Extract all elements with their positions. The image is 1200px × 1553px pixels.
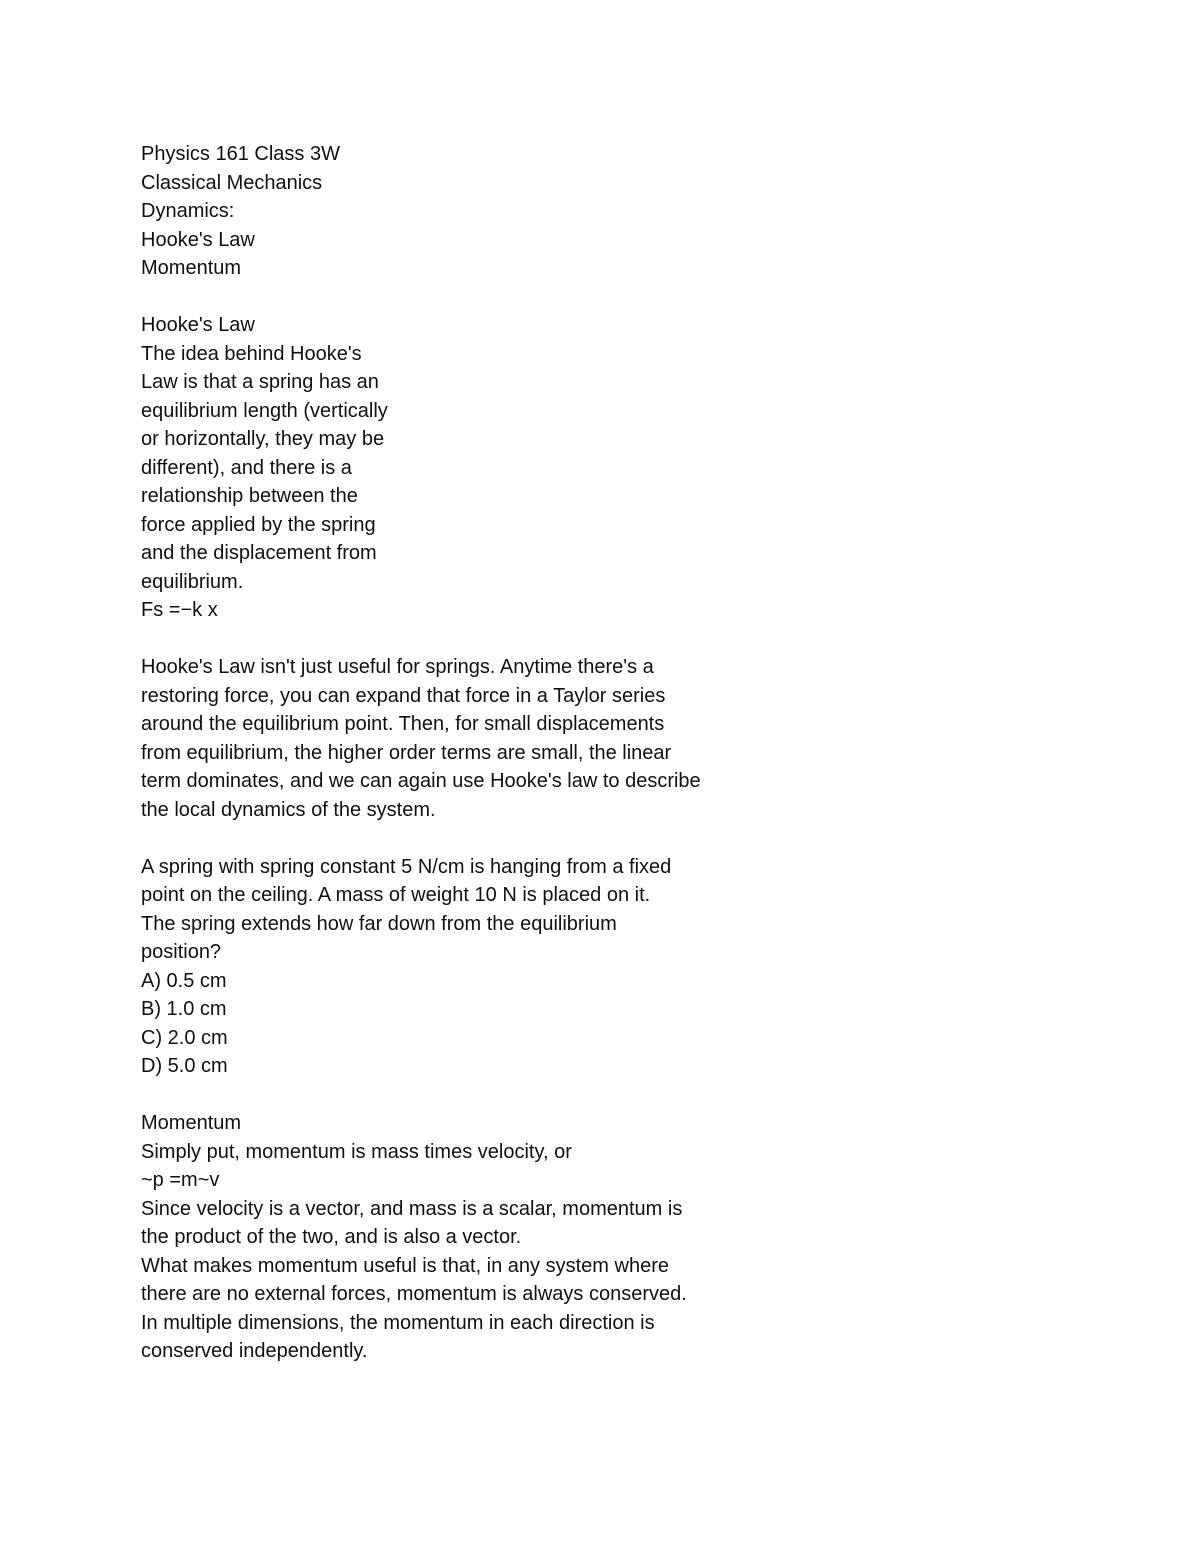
- topic-title: Dynamics:: [141, 200, 235, 222]
- paragraph-line: equilibrium length (vertically: [141, 399, 388, 422]
- paragraph-line: there are no external forces, momentum is always conserved.: [141, 1283, 687, 1305]
- momentum-section: [141, 1109, 781, 1366]
- paragraph-line: from equilibrium, the higher order terms are small, the linear: [141, 741, 672, 764]
- paragraph-line: The idea behind Hooke's: [141, 342, 362, 365]
- question-line: point on the ceiling. A mass of weight 10 N is placed on it.: [141, 884, 651, 906]
- answer-option-b: B) 1.0 cm: [141, 998, 227, 1020]
- paragraph-line: Since velocity is a vector, and mass is a scalar, momentum is: [141, 1197, 683, 1220]
- paragraph-line: force applied by the spring: [141, 513, 376, 536]
- momentum-formula: ~p =m~v: [141, 1169, 220, 1191]
- paragraph-line: In multiple dimensions, the momentum in each direction is: [141, 1311, 655, 1334]
- document-page: [141, 140, 781, 1366]
- spacer: [141, 1081, 781, 1110]
- momentum-definition: Simply put, momentum is mass times velocity, or: [141, 1140, 572, 1163]
- paragraph-line: and the displacement from: [141, 542, 377, 564]
- question-line: position?: [141, 941, 222, 963]
- paragraph-line: Law is that a spring has an: [141, 371, 379, 393]
- question-line: A spring with spring constant 5 N/cm is hanging from a fixed: [141, 855, 672, 878]
- paragraph-line: term dominates, and we can again use Hooke's law to describe: [141, 770, 701, 792]
- subject-title: Classical Mechanics: [141, 171, 323, 194]
- document-header: [141, 140, 781, 283]
- paragraph-line: around the equilibrium point. Then, for small displacements: [141, 713, 665, 735]
- paragraph-line: the local dynamics of the system.: [141, 798, 436, 821]
- question-line: The spring extends how far down from the equilibrium: [141, 912, 617, 935]
- section-heading: Hooke's Law: [141, 314, 255, 336]
- paragraph-line: equilibrium.: [141, 570, 244, 593]
- spring-question: [141, 853, 781, 1081]
- course-title: Physics 161 Class 3W: [141, 143, 340, 165]
- paragraph-line: conserved independently.: [141, 1340, 368, 1362]
- hookes-law-formula: Fs =−k x: [141, 599, 218, 621]
- paragraph-line: restoring force, you can expand that force in a Taylor series: [141, 684, 666, 707]
- paragraph-line: Hooke's Law isn't just useful for springs. Anytime there's a: [141, 656, 654, 678]
- paragraph-line: or horizontally, they may be: [141, 428, 385, 450]
- spacer: [141, 824, 781, 853]
- spacer: [141, 283, 781, 312]
- paragraph-line: different), and there is a: [141, 456, 352, 479]
- paragraph-line: the product of the two, and is also a vector.: [141, 1226, 522, 1248]
- paragraph-line: What makes momentum useful is that, in any system where: [141, 1254, 669, 1277]
- spacer: [141, 625, 781, 654]
- topic-item-momentum: Momentum: [141, 257, 242, 279]
- section-heading: Momentum: [141, 1112, 242, 1134]
- answer-option-d: D) 5.0 cm: [141, 1055, 228, 1077]
- answer-option-c: C) 2.0 cm: [141, 1026, 228, 1049]
- topic-item-hookes-law: Hooke's Law: [141, 228, 255, 251]
- paragraph-line: relationship between the: [141, 485, 358, 507]
- answer-option-a: A) 0.5 cm: [141, 969, 227, 992]
- hookes-law-section: [141, 311, 781, 824]
